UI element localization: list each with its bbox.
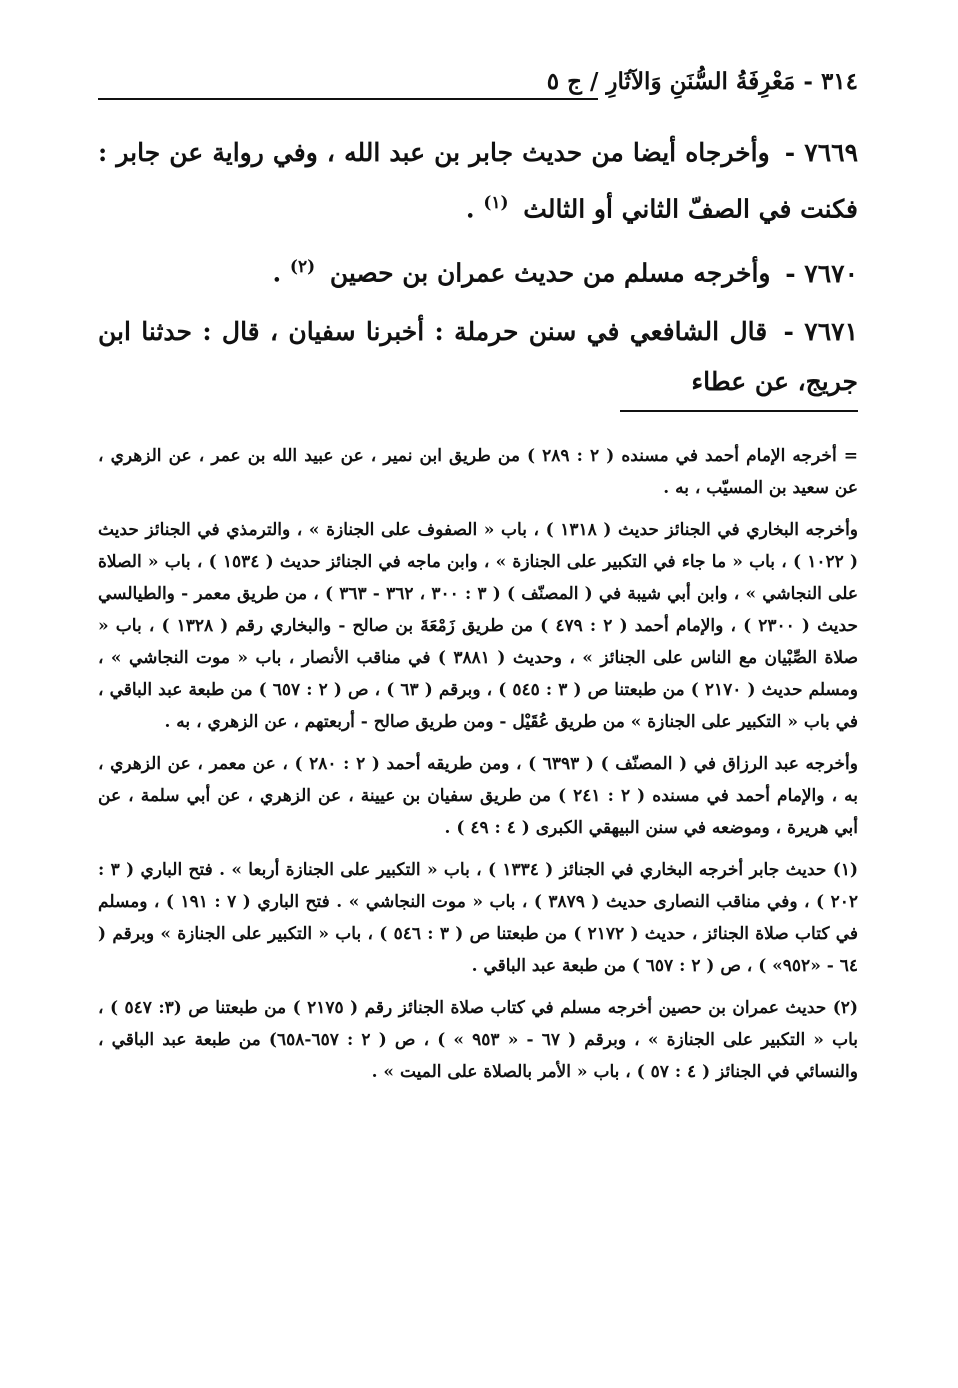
hadith-number: ٧٦٦٩ - <box>784 138 858 167</box>
hadith-end: . <box>465 194 475 224</box>
footnote-marker: (٢) <box>289 257 316 278</box>
footnote-paragraph: وأخرجه عبد الرزاق في ( المصنّف ) ( ٦٣٩٣ ) ، ومن طريقه أحمد ( ٢ : ٢٨٠ ) ، عن معمر ، عن الزهري ، به ، والإمام أحمد في مسنده ( ٢ : ٢٤١ ) من طريق سفيان بن عيينة ، عن الزهري ، عن أبي سلمة ، عن أبي هريرة ، وموضعه في سنن البيهقي الكبرى ( ٤ : ٤٩ ) . <box>98 754 858 838</box>
hadith-text: وأخرجه مسلم من حديث عمران بن حصين <box>329 258 771 288</box>
main-text <box>98 128 858 415</box>
hadith-paragraph <box>98 242 858 298</box>
hadith-text: قال الشافعي في سنن حرملة : أخبرنا سفيان ، قال : حدثنا ابن جريج، عن عطاء <box>98 316 858 396</box>
footnote-marker: (١) <box>483 193 509 213</box>
hadith-number: ٧٦٧١ - <box>783 316 858 346</box>
footnote-separator <box>620 410 858 412</box>
footnote-continuation: = أخرجه الإمام أحمد في مسنده ( ٢ : ٢٨٩ ) من طريق ابن نمير ، عن عبيد الله بن عمر ، عن الزهري ، عن سعيد بن المسيّب ، به . <box>98 440 858 504</box>
footnote-1: (١) حديث جابر أخرجه البخاري في الجنائز ( ١٣٣٤ ) ، باب « التكبير على الجنازة أربعا » . فتح الباري ( ٣ : ٢٠٢ ) ، وفي مناقب النصارى حديث ( ٣٨٧٩ ) ، باب « موت النجاشي » . فتح الباري ( ٧ : ١٩١ ) ، ومسلم في كتاب صلاة الجنائز ، حديث ( ٢١٧٢ ) من طبعتنا ص ( ٣ : ٥٤٦ ) ، باب « التكبير على الجنازة » وبرقم ( ٦٤ - «٩٥٢» ) ، ص ( ٢ : ٦٥٧ ) من طبعة عبد الباقي . <box>98 860 858 976</box>
hadith-text: وأخرجاه أيضا من حديث جابر بن عبد الله ، وفي رواية عن جابر : فكنت في الصفّ الثاني أو الثالث <box>98 138 858 224</box>
footnote-2: (٢) حديث عمران بن حصين أخرجه مسلم في كتاب صلاة الجنائز رقم ( ٢١٧٥ ) من طبعتنا ص (٣: ٥٤٧ ) ، باب « التكبير على الجنازة » ، وبرقم ( ٦٧ - « ٩٥٣ » ) ، ص ( ٢ : ٦٥٧-٦٥٨) من طبعة عبد الباقي ، والنسائي في الجنائز ( ٤ : ٥٧ ) ، باب « الأمر بالصلاة على الميت » . <box>98 998 858 1082</box>
hadith-paragraph <box>98 307 858 407</box>
footnote-paragraph: وأخرجه البخاري في الجنائز حديث ( ١٣١٨ ) ، باب « الصفوف على الجنازة » ، والترمذي في الجنائز حديث ( ١٠٢٢ ) ، باب « ما جاء في التكبير على الجنازة » ، وابن ماجه في الجنائز حديث ( ١٥٣٤ ) ، باب « الصلاة على النجاشي » ، وابن أبي شيبة في ( المصنّف ) ( ٣ : ٣٠٠ ، ٣٦٢ - ٣٦٣ ) ، من طريق معمر - والطيالسي حديث ( ٢٣٠٠ ) ، والإمام أحمد ( ٢ : ٤٧٩ ) من طريق زَمْعَةَ بن صالح - والبخاري رقم ( ١٣٢٨ ) ، باب « صلاة الصِّبْيان مع الناس على الجنائز » ، وحديث ( ٣٨٨١ ) في مناقب الأنصار ، باب « موت النجاشي » ، ومسلم حديث ( ٢١٧٠ ) من طبعتنا ص ( ٣ : ٥٤٥ ) ، وبرقم ( ٦٣ ) ، ص ( ٢ : ٦٥٧ ) من طبعة عبد الباقي ، في باب « التكبير على الجنازة » من طريق عُقَيْل - ومن طريق صالح - أربعتهم ، عن الزهري ، به . <box>98 520 859 732</box>
footnotes <box>98 440 858 1098</box>
page-header <box>98 68 858 110</box>
hadith-number: ٧٦٧٠ - <box>785 258 858 288</box>
hadith-paragraph <box>98 128 858 234</box>
header-rule <box>98 98 598 100</box>
running-title: ٣١٤ - مَعْرِفَةُ السُّنَنِ وَالآثَارِ / ج ٥ <box>546 68 858 95</box>
hadith-end: . <box>272 258 282 288</box>
